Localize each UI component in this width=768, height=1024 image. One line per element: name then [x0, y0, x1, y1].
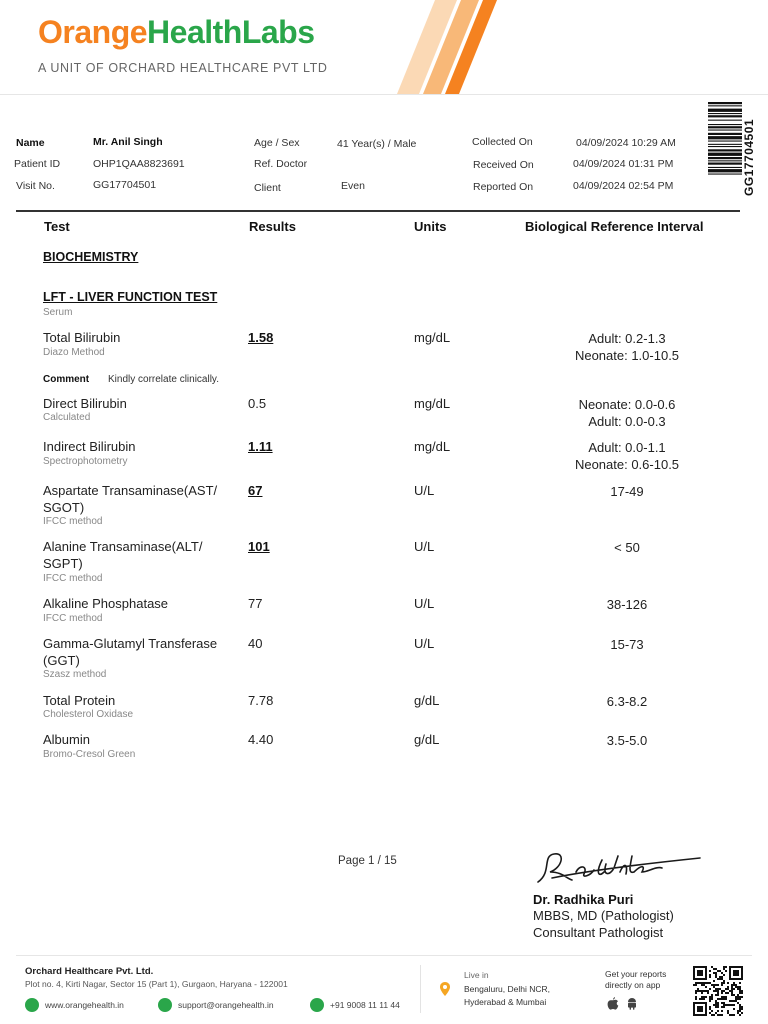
live-in-label: Live in [464, 970, 489, 980]
test-name: Albumin [43, 732, 90, 747]
visit-label: Visit No. [16, 180, 55, 192]
test-name: Alanine Transaminase(ALT/ SGPT) [43, 539, 203, 571]
test-reference: Adult: 0.0-1.1 Neonate: 0.6-10.5 [574, 440, 680, 472]
test-result: 101 [248, 539, 270, 554]
test-name: Gamma-Glutamyl Transferase (GGT) [43, 636, 218, 668]
test-method: Szasz method [43, 669, 107, 680]
globe-icon [25, 998, 39, 1012]
header-divider [0, 94, 768, 95]
header-units: Units [414, 219, 447, 234]
test-reference: 6.3-8.2 [606, 694, 648, 709]
apple-icon[interactable] [607, 997, 619, 1010]
test-result: 67 [248, 483, 263, 498]
location-pin-icon [440, 982, 450, 996]
reported-on: 04/09/2024 02:54 PM [573, 180, 674, 192]
specimen-type: Serum [43, 307, 73, 318]
test-result: 4.40 [248, 732, 274, 747]
test-name: Total Bilirubin [43, 330, 121, 345]
test-unit: g/dL [414, 693, 440, 708]
footer-website[interactable]: www.orangehealth.in [45, 1000, 124, 1010]
department-title: BIOCHEMISTRY [43, 250, 139, 264]
test-result: 7.78 [248, 693, 274, 708]
panel-title: LFT - LIVER FUNCTION TEST [43, 290, 218, 304]
mail-icon [158, 998, 172, 1012]
doctor-title: Consultant Pathologist [533, 925, 664, 940]
test-reference: 38-126 [606, 597, 648, 612]
info-divider [16, 210, 740, 212]
footer-separator [420, 965, 421, 1013]
barcode [708, 102, 742, 198]
collected-on: 04/09/2024 10:29 AM [576, 137, 676, 149]
test-method: Cholesterol Oxidase [43, 709, 134, 720]
test-unit: U/L [414, 636, 435, 651]
brand-logo [38, 14, 315, 51]
test-method: IFCC method [43, 613, 103, 624]
test-unit: U/L [414, 483, 435, 498]
doctor-signature [532, 842, 704, 890]
brand-name-healthlabs: HealthLabs [147, 14, 315, 50]
test-method: IFCC method [43, 516, 103, 527]
test-name: Alkaline Phosphatase [43, 596, 169, 611]
android-icon[interactable] [626, 997, 638, 1010]
footer-divider [16, 955, 752, 956]
patient-name: Mr. Anil Singh [93, 136, 163, 148]
test-result: 1.58 [248, 330, 274, 345]
ref-doctor-label: Ref. Doctor [254, 158, 308, 170]
test-unit: mg/dL [414, 439, 451, 454]
header-results: Results [249, 219, 296, 234]
patient-id-label: Patient ID [14, 158, 61, 170]
footer-address: Plot no. 4, Kirti Nagar, Sector 15 (Part 1), Gurgaon, Haryana - 122001 [25, 979, 288, 989]
collected-label: Collected On [472, 136, 533, 148]
test-result: 0.5 [248, 396, 267, 411]
footer-phone[interactable]: +91 9008 11 11 44 [330, 1000, 400, 1010]
test-unit: U/L [414, 539, 435, 554]
test-reference: Neonate: 0.0-0.6 Adult: 0.0-0.3 [578, 397, 676, 429]
test-method: Spectrophotometry [43, 456, 128, 467]
barcode-number: GG17704501 [742, 118, 756, 196]
test-method: Calculated [43, 412, 91, 423]
test-unit: g/dL [414, 732, 440, 747]
patient-id: OHP1QAA8823691 [93, 158, 185, 170]
test-name: Direct Bilirubin [43, 396, 127, 411]
test-name: Total Protein [43, 693, 116, 708]
doctor-name: Dr. Radhika Puri [533, 892, 634, 907]
test-reference: 3.5-5.0 [606, 733, 648, 748]
client: Even [341, 180, 365, 192]
received-label: Received On [473, 159, 534, 171]
test-name: Indirect Bilirubin [43, 439, 136, 454]
footer-email[interactable]: support@orangehealth.in [178, 1000, 274, 1010]
client-label: Client [254, 182, 281, 194]
test-reference: 15-73 [610, 637, 644, 652]
name-label: Name [16, 137, 45, 149]
header-test: Test [44, 219, 70, 234]
visit-no: GG17704501 [93, 179, 157, 191]
footer-company: Orchard Healthcare Pvt. Ltd. [25, 966, 154, 977]
test-method: IFCC method [43, 573, 103, 584]
footer-cities: Bengaluru, Delhi NCR, Hyderabad & Mumbai [464, 984, 550, 1007]
test-reference: Adult: 0.2-1.3 Neonate: 1.0-10.5 [574, 331, 680, 363]
comment-label: Comment [43, 374, 90, 385]
header-reference: Biological Reference Interval [525, 219, 704, 234]
footer-app-text: Get your reports directly on app [605, 969, 667, 990]
test-result: 1.11 [248, 439, 273, 454]
test-result: 40 [248, 636, 263, 651]
test-method: Diazo Method [43, 347, 105, 358]
brand-tagline: A UNIT OF ORCHARD HEALTHCARE PVT LTD [38, 61, 328, 75]
age-sex: 41 Year(s) / Male [337, 138, 417, 150]
received-on: 04/09/2024 01:31 PM [573, 158, 674, 170]
page-number: Page 1 / 15 [338, 855, 397, 867]
test-unit: mg/dL [414, 396, 451, 411]
comment-text: Kindly correlate clinically. [108, 374, 219, 385]
test-result: 77 [248, 596, 263, 611]
header-stripes-graphic [395, 0, 505, 94]
test-unit: U/L [414, 596, 435, 611]
test-reference: 17-49 [610, 484, 644, 499]
test-reference: < 50 [614, 540, 640, 555]
test-unit: mg/dL [414, 330, 451, 345]
test-method: Bromo-Cresol Green [43, 749, 136, 760]
doctor-degree: MBBS, MD (Pathologist) [533, 908, 674, 923]
whatsapp-icon [310, 998, 324, 1012]
reported-label: Reported On [473, 181, 534, 193]
test-name: Aspartate Transaminase(AST/ SGOT) [43, 483, 218, 515]
qr-code [693, 966, 743, 1016]
age-sex-label: Age / Sex [254, 137, 300, 149]
brand-name-orange: Orange [38, 14, 148, 50]
